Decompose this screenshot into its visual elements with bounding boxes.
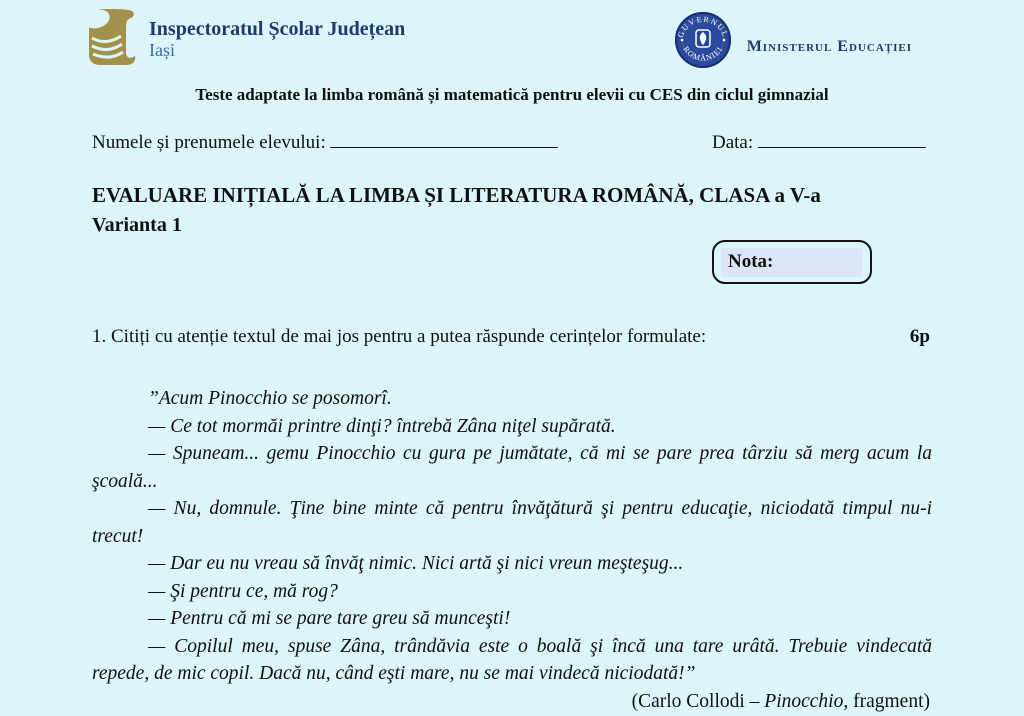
passage-paragraph: — Pentru că mi se pare tare greu să munceşti!	[148, 608, 511, 629]
question-points-badge: 6p	[909, 326, 930, 347]
passage-paragraph: — Nu, domnule. Ţine bine minte că pentru învăţătură şi pentru educaţie, niciodată timpul nu-i trecut!	[92, 498, 932, 547]
passage-paragraph: — Dar eu nu vreau să învăţ nimic. Nici artă şi nici vreun meşteşug...	[148, 553, 684, 574]
reading-passage	[0, 385, 1024, 688]
page-header	[0, 0, 1024, 70]
student-name-label: Numele și prenumele elevului:	[92, 132, 326, 153]
document-subtitle: Teste adaptate la limba română și matematică pentru elevii cu CES din ciclul gimnazial	[195, 85, 829, 104]
grade-input-field[interactable]	[721, 248, 862, 277]
isj-city: Iași	[149, 40, 175, 61]
isj-branding	[88, 8, 405, 66]
attribution-suffix: , fragment)	[843, 690, 930, 712]
date-group	[712, 130, 926, 154]
question-text: 1. Citiți cu atenție textul de mai jos pentru a putea răspunde cerințelor formulate:	[92, 326, 707, 347]
passage-attribution	[0, 688, 1024, 716]
ministry-branding	[673, 10, 912, 70]
date-blank-field[interactable]	[758, 130, 926, 148]
passage-paragraph: — Şi pentru ce, mă rog?	[148, 580, 338, 602]
passage-paragraph: — Spuneam... gemu Pinocchio cu gura pe jumătate, că mi se pare prea târziu să merg acum la şcoală...	[92, 443, 932, 492]
attribution-prefix: (Carlo Collodi –	[631, 690, 765, 712]
grade-label: Nota:	[728, 251, 774, 272]
isj-name: Inspectoratul Școlar Județean	[149, 17, 406, 40]
ministry-label: Ministerul Educației	[746, 38, 912, 55]
variant-label: Varianta 1	[92, 214, 182, 236]
passage-paragraph: ”Acum Pinocchio se posomorî.	[148, 388, 392, 409]
grade-box	[712, 240, 872, 284]
question-row	[0, 324, 1024, 349]
date-label: Data:	[712, 132, 754, 153]
seal-text-top: GUVERNUL	[675, 14, 730, 39]
document-title: EVALUARE INIȚIALĂ LA LIMBA ȘI LITERATURA ROMÂNĂ, CLASA a V-a	[92, 183, 821, 207]
isj-book-logo-icon	[88, 8, 138, 66]
seal-text-bottom: ROMÂNIEI	[681, 44, 725, 63]
romanian-government-seal-icon	[673, 10, 733, 70]
attribution-work-title: Pinocchio	[764, 690, 844, 712]
isj-text	[149, 14, 405, 61]
student-name-blank-field[interactable]	[330, 130, 558, 148]
passage-paragraph: — Ce tot mormăi printre dinţi? întrebă Zâna niţel supărată.	[148, 415, 616, 437]
passage-paragraph: — Copilul meu, spuse Zâna, trândăvia este o boală şi încă una tare urâtă. Trebuie vindecată repede, de mic copil. Dacă nu, când eşti mare, nu se mai vindecă niciodată!”	[92, 635, 932, 684]
student-info-row	[0, 130, 1024, 156]
